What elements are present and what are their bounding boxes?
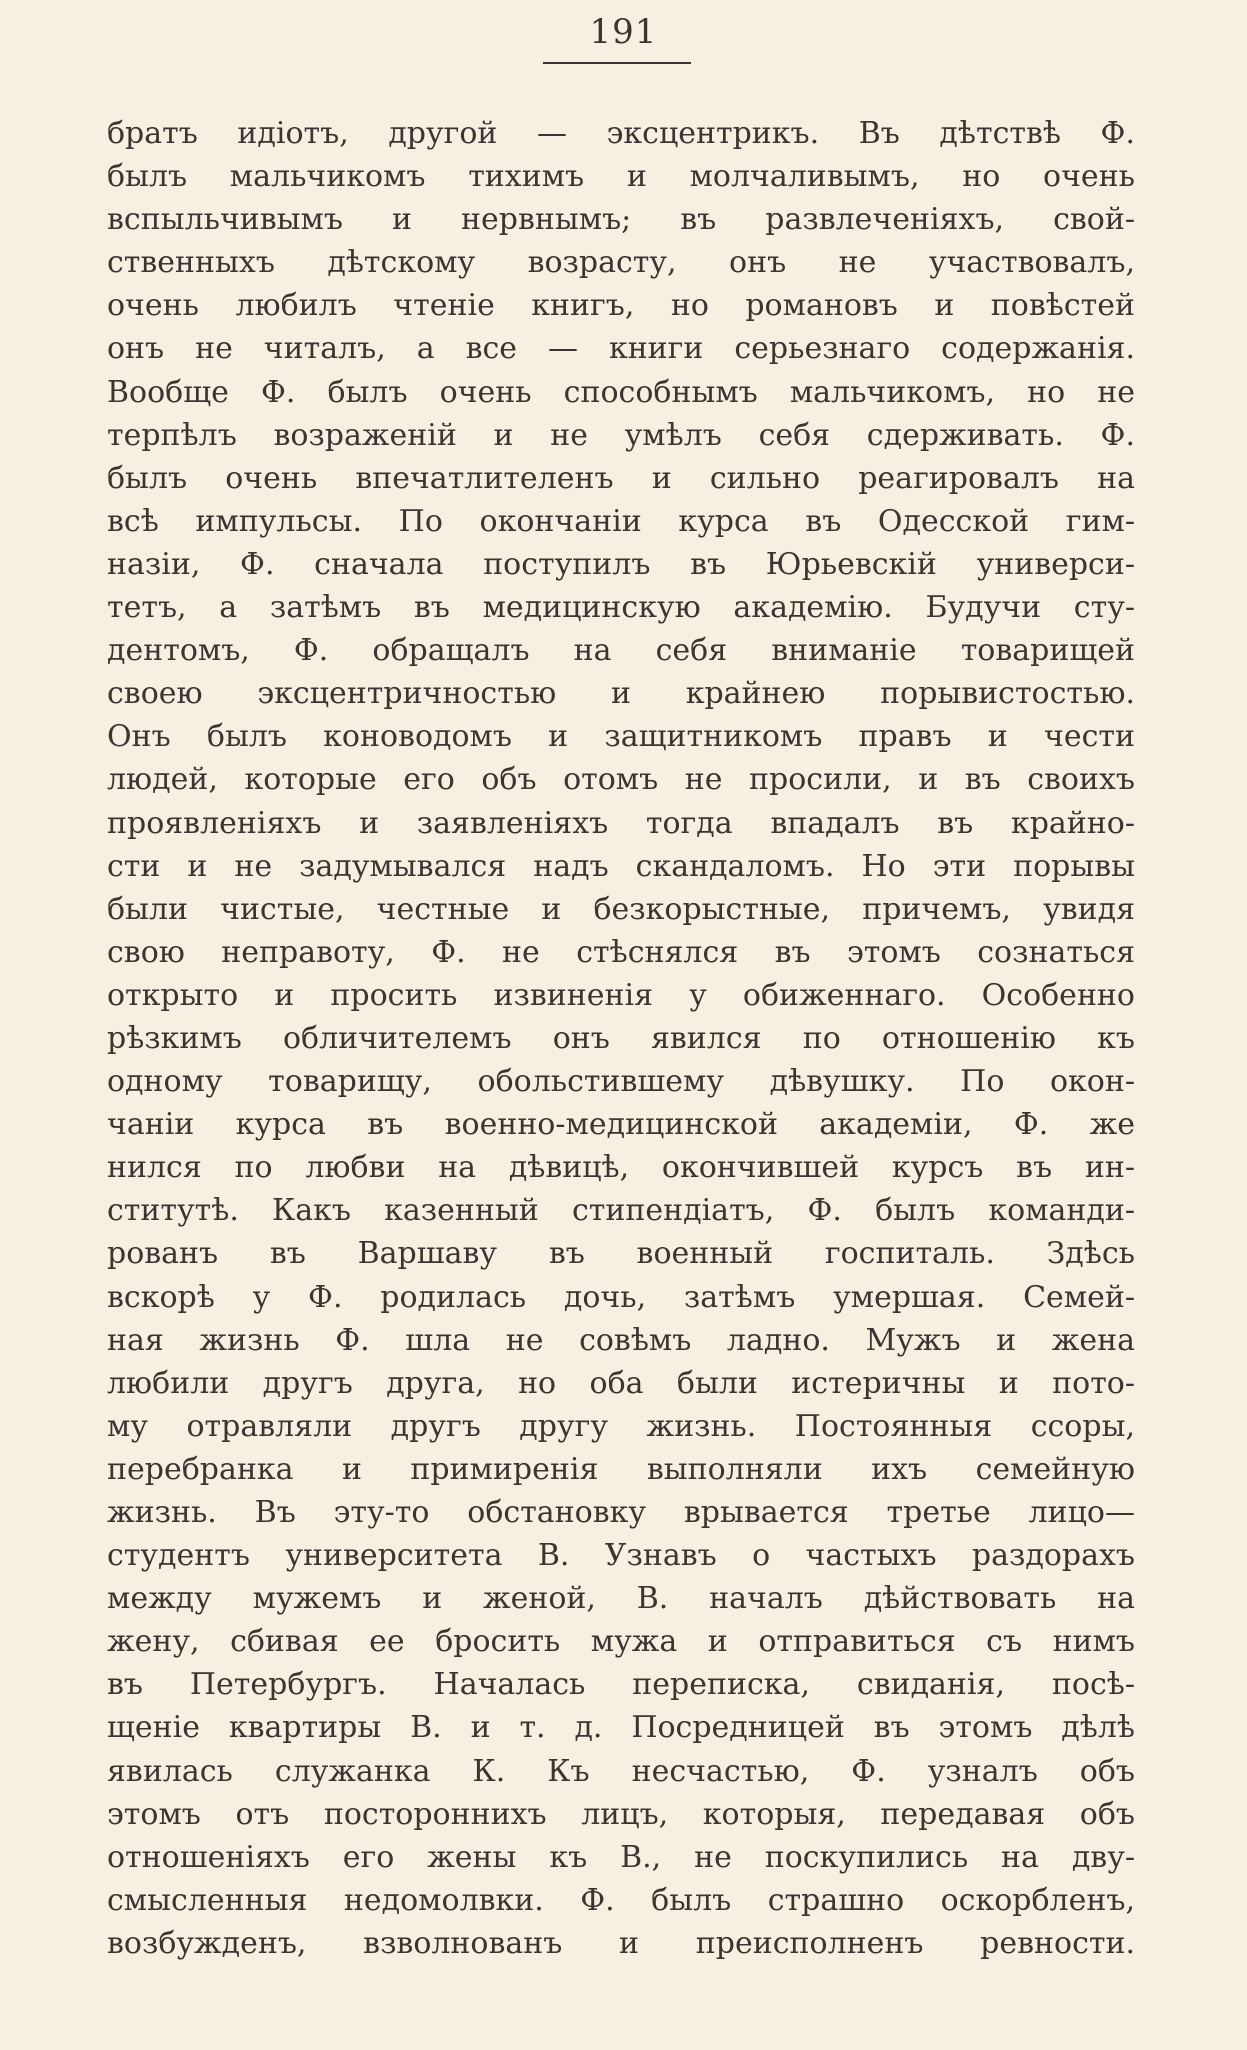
text-line: въ Петербургъ. Началась переписка, свиданія, посѣ- [107,1667,1135,1703]
text-line: своею эксцентричностью и крайнею порывистостью. [107,676,1135,712]
text-line: вскорѣ у Ф. родилась дочь, затѣмъ умершая. Семей- [107,1279,1135,1315]
text-line: дентомъ, Ф. обращалъ на себя вниманіе товарищей [107,633,1135,669]
text-line: возбужденъ, взволнованъ и преисполненъ ревности. [107,1925,1135,1961]
text-line: перебранка и примиренія выполняли ихъ семейную [107,1451,1135,1487]
text-line: ная жизнь Ф. шла не совѣмъ ладно. Мужъ и жена [107,1322,1135,1358]
text-line: были чистые, честные и безкорыстные, причемъ, увидя [107,891,1135,927]
text-line: смысленныя недомолвки. Ф. былъ страшно оскорбленъ, [107,1882,1135,1918]
text-line: Вообще Ф. былъ очень способнымъ мальчикомъ, но не [107,374,1135,410]
text-line: проявленіяхъ и заявленіяхъ тогда впадалъ въ крайно- [107,805,1135,841]
text-line: между мужемъ и женой, В. началъ дѣйствовать на [107,1581,1135,1617]
text-line: ститутѣ. Какъ казенный стипендіатъ, Ф. былъ команди- [107,1193,1135,1229]
text-line: му отравляли другъ другу жизнь. Постоянныя ссоры, [107,1408,1135,1444]
page-number-underline [543,62,691,64]
text-line: чаніи курса въ военно-медицинской академіи, Ф. же [107,1107,1135,1143]
text-line: былъ очень впечатлителенъ и сильно реагировалъ на [107,460,1135,496]
text-line: одному товарищу, обольстившему дѣвушку. По окон- [107,1064,1135,1100]
page-number: 191 [589,12,658,52]
text-line: нился по любви на дѣвицѣ, окончившей курсъ въ ин- [107,1150,1135,1186]
text-line: отношеніяхъ его жены къ В., не поскупились на дву- [107,1839,1135,1875]
text-line: терпѣлъ возраженій и не умѣлъ себя сдерживать. Ф. [107,417,1135,453]
text-line: студентъ университета В. Узнавъ о частыхъ раздорахъ [107,1538,1135,1574]
text-line: рованъ въ Варшаву въ военный госпиталь. Здѣсь [107,1236,1135,1272]
text-line: любили другъ друга, но оба были истеричны и пото- [107,1365,1135,1401]
text-line: людей, которые его объ отомъ не просили, и въ своихъ [107,762,1135,798]
text-line: рѣзкимъ обличителемъ онъ явился по отношенію къ [107,1020,1135,1056]
text-line: ственныхъ дѣтскому возрасту, онъ не участвовалъ, [107,245,1135,281]
text-line: братъ идіотъ, другой — эксцентрикъ. Въ дѣтствѣ Ф. [107,116,1135,151]
text-line: тетъ, а затѣмъ въ медицинскую академію. Будучи сту- [107,590,1135,626]
text-line: очень любилъ чтеніе книгъ, но романовъ и повѣстей [107,288,1135,324]
text-line: сти и не задумывался надъ скандаломъ. Но эти порывы [107,848,1135,884]
text-line: жену, сбивая ее бросить мужа и отправиться съ нимъ [107,1624,1135,1660]
text-line: Онъ былъ коноводомъ и защитникомъ правъ и чести [107,719,1135,755]
text-line: жизнь. Въ эту-то обстановку врывается третье лицо— [107,1495,1135,1530]
body-text [107,112,1135,1965]
text-line: вспыльчивымъ и нервнымъ; въ развлеченіяхъ, свой- [107,202,1135,238]
text-line: всѣ импульсы. По окончаніи курса въ Одесской гим- [107,503,1135,539]
text-line: назіи, Ф. сначала поступилъ въ Юрьевскій универси- [107,546,1135,582]
text-line: щеніе квартиры В. и т. д. Посредницей въ этомъ дѣлѣ [107,1710,1135,1746]
text-line: былъ мальчикомъ тихимъ и молчаливымъ, но очень [107,159,1135,195]
text-line: этомъ отъ постороннихъ лицъ, которыя, передавая объ [107,1796,1135,1832]
text-line: открыто и просить извиненія у обиженнаго. Особенно [107,977,1135,1013]
text-line: онъ не читалъ, а все — книги серьезнаго содержанія. [107,331,1135,367]
text-line: свою неправоту, Ф. не стѣснялся въ этомъ сознаться [107,934,1135,970]
text-line: явилась служанка К. Къ несчастью, Ф. узналъ объ [107,1753,1135,1789]
